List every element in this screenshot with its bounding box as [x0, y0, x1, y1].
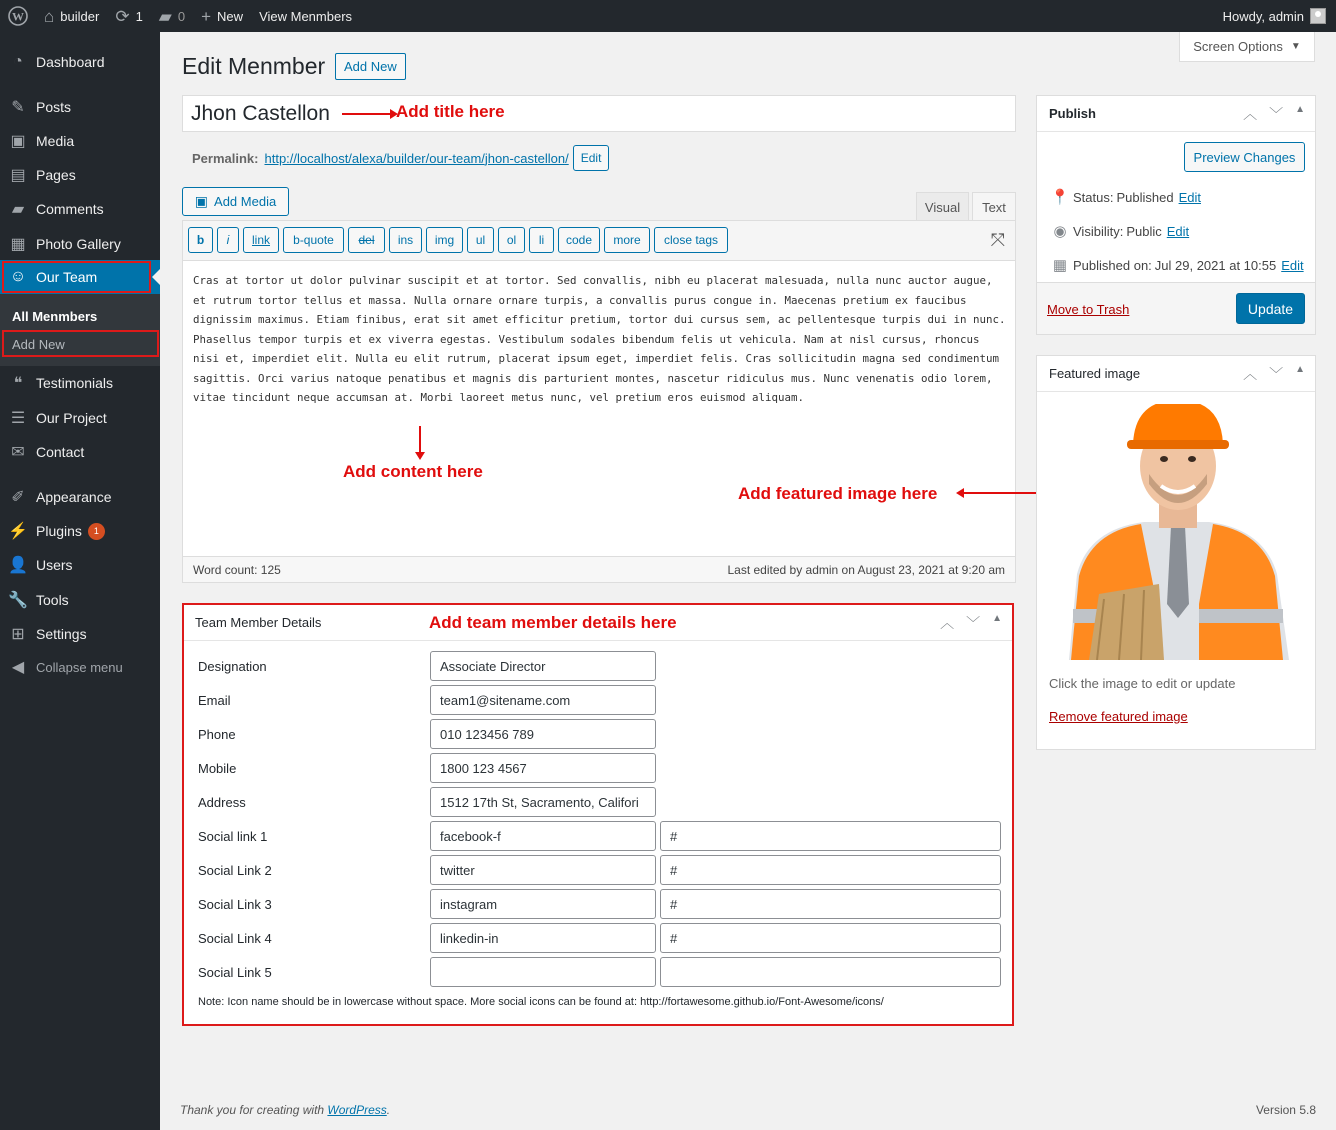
designation-field[interactable]: Associate Director: [430, 651, 656, 681]
social-link-5-icon-field[interactable]: [430, 957, 656, 987]
svg-text:W: W: [12, 9, 24, 24]
sidebar-item-plugins[interactable]: [0, 514, 160, 548]
mobile-field[interactable]: 1800 123 4567: [430, 753, 656, 783]
comment-bubble-icon: ▰: [158, 6, 172, 26]
visibility-label: Visibility:: [1073, 223, 1124, 239]
sidebar-item-posts[interactable]: [0, 90, 160, 124]
sidebar-item-label: Dashboard: [36, 54, 105, 70]
social-link-2-icon-field[interactable]: twitter: [430, 855, 656, 885]
comments-menu[interactable]: [151, 0, 193, 32]
qt-bquote-button[interactable]: b-quote: [283, 227, 344, 253]
chevron-down-icon[interactable]: ﹀: [1269, 106, 1284, 122]
view-members-link[interactable]: [251, 0, 360, 32]
screen-options-button[interactable]: [1179, 32, 1315, 62]
move-to-trash-link[interactable]: Move to Trash: [1047, 302, 1130, 317]
home-icon: ⌂: [44, 6, 55, 26]
status-edit-link[interactable]: Edit: [1178, 189, 1201, 205]
calendar-icon: ▦: [1052, 257, 1068, 274]
mobile-label: Mobile: [198, 761, 237, 776]
toggle-triangle-icon[interactable]: ▲: [1295, 104, 1305, 115]
remove-featured-image-link[interactable]: Remove featured image: [1049, 709, 1188, 724]
phone-label: Phone: [198, 727, 236, 742]
featured-image-box: [1036, 355, 1316, 750]
howdy-text: Howdy, admin: [1222, 8, 1304, 24]
sidebar-item-label: Tools: [36, 592, 69, 608]
featured-image-worker[interactable]: [1049, 404, 1305, 660]
site-name: builder: [60, 8, 100, 24]
qt-more-button[interactable]: more: [604, 227, 650, 253]
address-field[interactable]: 1512 17th St, Sacramento, Califori: [430, 787, 656, 817]
team-member-details-box: [182, 603, 1014, 1026]
content-arrow-icon: [414, 426, 426, 460]
sidebar-item-contact[interactable]: [0, 435, 160, 469]
chevron-up-icon[interactable]: ︿: [1243, 106, 1258, 122]
sidebar-item-label: Collapse menu: [36, 659, 123, 675]
sidebar-item-label: Comments: [36, 201, 104, 217]
sidebar-item-label: Our Project: [36, 410, 107, 426]
plus-icon: +: [201, 6, 212, 26]
updates-menu[interactable]: [107, 0, 150, 32]
qt-close-tags-button[interactable]: close tags: [654, 227, 728, 253]
team-icon: ☺: [9, 268, 27, 285]
social-link-5-url-field[interactable]: [660, 957, 1001, 987]
designation-label: Designation: [198, 659, 267, 674]
sidebar-item-label: Photo Gallery: [36, 236, 121, 252]
publish-box-header: [1037, 96, 1315, 132]
published-on-edit-link[interactable]: Edit: [1281, 257, 1304, 273]
post-title-input[interactable]: [182, 95, 1016, 132]
wp-logo-menu[interactable]: [0, 0, 36, 32]
new-label: New: [217, 8, 244, 24]
publish-actions: [1037, 282, 1315, 334]
permalink-label: Permalink:: [192, 150, 259, 166]
editor-status-bar: [183, 556, 1015, 582]
social-link-3-url-field[interactable]: #: [660, 889, 1001, 919]
sidebar-item-label: Our Team: [36, 269, 98, 285]
page-title: Edit Menmber: [182, 53, 326, 79]
admin-sidebar: [0, 32, 160, 1130]
add-media-label: Add Media: [214, 194, 277, 209]
social-link-4-icon-field[interactable]: linkedin-in: [430, 923, 656, 953]
submenu-all-members[interactable]: All Menmbers: [12, 309, 98, 324]
sidebar-item-label: Contact: [36, 444, 85, 460]
social-link-1-url-field[interactable]: #: [660, 821, 1001, 851]
user-icon: 👤: [8, 557, 28, 574]
featured-image-box-title: Featured image: [1049, 366, 1141, 381]
chevron-down-icon[interactable]: ﹀: [1269, 366, 1284, 382]
brush-icon: ✐: [11, 489, 25, 506]
sidebar-item-dashboard[interactable]: [0, 45, 160, 79]
social-link-4-label: Social Link 4: [198, 931, 272, 946]
tab-text[interactable]: Text: [972, 192, 1016, 221]
admin-bar: [0, 0, 1336, 32]
permalink-row: [192, 145, 609, 171]
chevron-up-icon[interactable]: ︿: [940, 615, 955, 631]
annotation-featured: Add featured image here: [738, 484, 938, 503]
settings-icon: ⊞: [11, 626, 25, 643]
gallery-icon: ▦: [10, 236, 26, 253]
social-link-5-label: Social Link 5: [198, 965, 272, 980]
qt-ul-button[interactable]: ul: [467, 227, 494, 253]
visibility-edit-link[interactable]: Edit: [1166, 223, 1190, 239]
sidebar-collapse-menu[interactable]: [0, 650, 160, 684]
title-arrow-icon: [342, 108, 398, 120]
sidebar-item-users[interactable]: [0, 548, 160, 582]
phone-field[interactable]: 010 123456 789: [430, 719, 656, 749]
sidebar-item-label: Posts: [36, 99, 72, 115]
update-button[interactable]: Update: [1236, 293, 1305, 324]
screen-options-label: Screen Options: [1193, 39, 1283, 54]
publish-box-title: Publish: [1049, 106, 1096, 121]
email-field[interactable]: team1@sitename.com: [430, 685, 656, 715]
updates-count: 1: [135, 8, 143, 24]
social-link-3-icon-field[interactable]: instagram: [430, 889, 656, 919]
last-edited: Last edited by admin on August 23, 2021 at 9:20 am: [727, 562, 1005, 577]
post-title-value: Jhon Castellon: [191, 101, 330, 125]
add-new-button[interactable]: Add New: [335, 53, 406, 80]
details-box-title: Team Member Details: [195, 615, 322, 630]
sidebar-item-testimonials[interactable]: [0, 366, 160, 400]
qt-code-button[interactable]: code: [558, 227, 600, 253]
sidebar-item-appearance[interactable]: [0, 480, 160, 514]
visibility-row: [1047, 222, 1189, 240]
add-media-button[interactable]: [182, 187, 289, 216]
dashboard-icon: ◔: [13, 53, 23, 70]
sidebar-item-label: Appearance: [36, 489, 112, 505]
view-label: View Menmbers: [259, 8, 353, 24]
qt-link-button[interactable]: link: [243, 227, 279, 253]
refresh-icon: ⟳: [115, 6, 130, 26]
toggle-triangle-icon[interactable]: ▲: [992, 613, 1002, 624]
social-link-1-label: Social link 1: [198, 829, 268, 844]
pages-icon: ▤: [10, 167, 26, 184]
details-box-header: [184, 605, 1012, 641]
footer-version: Version 5.8: [1255, 1103, 1316, 1117]
sidebar-item-label: Users: [36, 557, 73, 573]
footer-thanks: [180, 1103, 390, 1117]
qt-italic-button[interactable]: i: [217, 227, 239, 253]
media-icon: ▣: [10, 133, 26, 150]
sidebar-item-label: Testimonials: [36, 375, 114, 391]
mail-icon: ✉: [11, 444, 25, 461]
editor-textarea[interactable]: Cras at tortor ut dolor pulvinar suscipit et at tortor. Sed convallis, nibh eu placerat malesuada, nulla nunc auctor augue, et rutrum tortor tellus et massa. Nulla ornare ornare turpis, a convallis purus congue in. Maecenas pretium ex faucibus dignissim maximus. Etiam finibus, erat sit amet efficitur pretium, tortor dui cursus sem, ac pellentesque turpis dui in nunc. Phasellus tempor turpis et ex viverra egestas. Vestibulum sodales bibendum felis ut vehicula. Nam at nisl cursus, rhoncus nisi et, imperdiet elit. Nulla eu elit rutrum, placerat ipsum eget, imperdiet felis. Cras sollicitudin magna sed condimentum sagittis. Orci varius natoque penatibus et magnis dis parturient montes, nascetur ridiculus mus. Nunc venenatis odio lorem, vitae tincidunt neque accumsan at. Morbi laoreet metus nunc, vel pretium eros euismod aliquam.: [193, 274, 1006, 404]
footer-thanks-text: Thank you for creating with: [180, 1103, 328, 1117]
sidebar-item-label: Settings: [36, 626, 87, 642]
caret-down-icon: ▼: [1290, 41, 1301, 52]
permalink-url[interactable]: http://localhost/alexa/builder/our-team/jhon-castellon/: [264, 150, 569, 166]
status-label: Status:: [1073, 189, 1114, 205]
footer-wordpress-link[interactable]: WordPress: [327, 1103, 387, 1117]
my-account-menu[interactable]: [1223, 8, 1336, 24]
fullscreen-icon[interactable]: ⤧: [990, 230, 1005, 250]
pin-icon: 📍: [1050, 189, 1070, 206]
footer-dot: .: [386, 1103, 391, 1117]
sidebar-item-media[interactable]: [0, 124, 160, 158]
status-row: [1047, 188, 1201, 206]
email-label: Email: [198, 693, 231, 708]
site-name-menu[interactable]: [36, 0, 107, 32]
sidebar-item-label: Pages: [36, 167, 76, 183]
content-editor: [182, 220, 1016, 583]
published-on-label: Published on:: [1073, 257, 1152, 273]
sidebar-item-pages[interactable]: [0, 158, 160, 192]
published-on-value: Jul 29, 2021 at 10:55: [1154, 257, 1277, 273]
annotation-details: Add team member details here: [429, 613, 677, 632]
preview-changes-button[interactable]: Preview Changes: [1184, 142, 1305, 172]
permalink-edit-button[interactable]: Edit: [573, 145, 610, 171]
social-link-1-icon-field[interactable]: facebook-f: [430, 821, 656, 851]
published-on-row: [1047, 256, 1304, 274]
current-arrow: [152, 269, 160, 285]
annotation-content: Add content here: [343, 462, 483, 481]
qt-del-button[interactable]: del: [348, 227, 385, 253]
tab-visual[interactable]: Visual: [916, 192, 969, 221]
word-count: Word count: 125: [193, 562, 281, 577]
details-box-controls: [940, 613, 1002, 633]
pin-icon: ✎: [11, 99, 25, 116]
sidebar-item-tools[interactable]: [0, 583, 160, 617]
quote-icon: ❝: [13, 375, 23, 392]
qt-ol-button[interactable]: ol: [498, 227, 525, 253]
submenu-add-new[interactable]: Add New: [12, 337, 65, 352]
sidebar-item-our-team[interactable]: [0, 260, 160, 294]
sidebar-item-comments[interactable]: [0, 192, 160, 226]
publish-box: [1036, 95, 1316, 335]
qt-li-button[interactable]: li: [529, 227, 554, 253]
featured-arrow-icon: [956, 487, 1040, 499]
featured-image-hint: Click the image to edit or update: [1049, 676, 1236, 691]
collapse-icon: ◀: [11, 659, 25, 676]
social-link-3-label: Social Link 3: [198, 897, 272, 912]
plugins-update-badge: 1: [88, 523, 105, 540]
annotation-title: Add title here: [396, 102, 505, 121]
sidebar-item-label: Plugins: [36, 523, 82, 539]
wordpress-logo-icon: [8, 6, 28, 26]
chevron-up-icon[interactable]: ︿: [1243, 366, 1258, 382]
address-label: Address: [198, 795, 246, 810]
featured-box-controls: [1243, 364, 1305, 384]
featured-image-box-header: [1037, 356, 1315, 392]
chevron-down-icon[interactable]: ﹀: [966, 615, 981, 631]
sidebar-item-our-project[interactable]: [0, 401, 160, 435]
wrench-icon: 🔧: [8, 592, 28, 609]
plugin-icon: ⚡: [8, 523, 28, 540]
social-icons-note: Note: Icon name should be in lowercase without space. More social icons can be found at: http://fortawesome.github.io/Font-Awesome/icons/: [198, 996, 884, 1008]
qt-img-button[interactable]: img: [426, 227, 463, 253]
qt-ins-button[interactable]: ins: [389, 227, 422, 253]
eye-icon: ◉: [1053, 223, 1067, 240]
avatar: [1310, 8, 1326, 24]
comments-count: 0: [177, 8, 186, 24]
sidebar-item-photo-gallery[interactable]: [0, 227, 160, 261]
social-link-2-label: Social Link 2: [198, 863, 272, 878]
social-link-2-url-field[interactable]: #: [660, 855, 1001, 885]
publish-box-controls: [1243, 104, 1305, 124]
sidebar-item-settings[interactable]: [0, 617, 160, 651]
add-media-icon: ▣: [194, 193, 209, 209]
comments-icon: ▰: [11, 201, 25, 218]
list-icon: ☰: [10, 410, 26, 427]
toggle-triangle-icon[interactable]: ▲: [1295, 364, 1305, 375]
qt-bold-button[interactable]: b: [188, 227, 213, 253]
quicktags-toolbar: [183, 221, 1015, 261]
social-link-4-url-field[interactable]: #: [660, 923, 1001, 953]
status-value: Published: [1116, 189, 1174, 205]
our-team-submenu: [0, 294, 160, 366]
sidebar-item-label: Media: [36, 133, 75, 149]
new-content-menu[interactable]: [193, 0, 251, 32]
visibility-value: Public: [1126, 223, 1162, 239]
